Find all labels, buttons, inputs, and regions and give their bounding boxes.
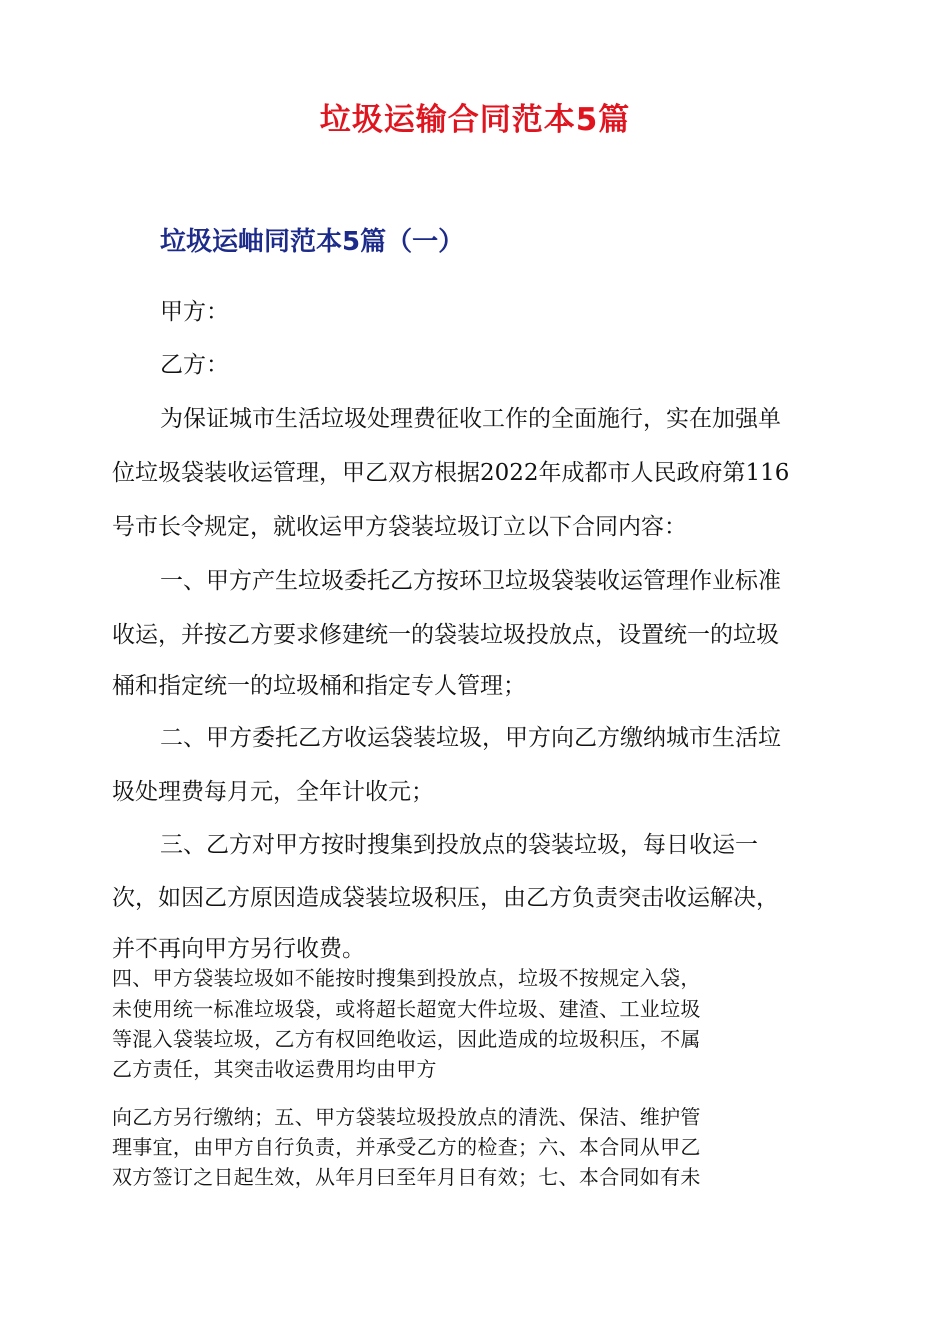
clause-4-line: 四、甲方袋装垃圾如不能按时搜集到投放点，垃圾不按规定入袋， <box>112 966 701 990</box>
clause-4-line: 乙方责任，其突击收运费用均由甲方 <box>112 1057 437 1081</box>
clause-4-line: 未使用统一标准垃圾袋，或将超长超宽大件垃圾、建渣、工业垃圾 <box>112 997 701 1021</box>
clause-2-line: 圾处理费每月元，全年计收元； <box>112 779 434 805</box>
intro-line: 号市长令规定，就收运甲方袋装垃圾订立以下合同内容： <box>112 514 687 540</box>
clause-1-line: 桶和指定统一的垃圾桶和指定专人管理； <box>112 673 526 699</box>
clause-2-line: 二、甲方委托乙方收运袋装垃圾，甲方向乙方缴纳城市生活垃 <box>160 725 781 751</box>
clause-4-line: 等混入袋装垃圾，乙方有权回绝收运，因此造成的垃圾积压，不属 <box>112 1027 701 1051</box>
clause-tail-line: 向乙方另行缴纳；五、甲方袋装垃圾投放点的清洗、保洁、维护管 <box>112 1105 701 1129</box>
party-a-label: 甲方： <box>160 299 229 325</box>
clause-tail-line: 双方签订之日起生效，从年月曰至年月日有效；七、本合同如有未 <box>112 1165 701 1189</box>
clause-1-line: 收运，并按乙方要求修建统一的袋装垃圾投放点，设置统一的垃圾 <box>112 622 779 648</box>
intro-line: 位垃圾袋装收运管理，甲乙双方根据2022年成都市人民政府第116 <box>112 460 790 486</box>
party-b-label: 乙方： <box>160 352 229 378</box>
clause-3-line: 并不再向甲方另行收费。 <box>112 936 365 962</box>
document-title: 垃圾运输合同范本5篇 <box>319 102 631 138</box>
intro-line: 为保证城市生活垃圾处理费征收工作的全面施行，实在加强单 <box>160 406 781 432</box>
section-title: 垃圾运岫同范本5篇（一） <box>160 227 465 257</box>
clause-3-line: 三、乙方对甲方按时搜集到投放点的袋装垃圾，每日收运一 <box>160 832 758 858</box>
clause-1-line: 一、甲方产生垃圾委托乙方按环卫垃圾袋装收运管理作业标准 <box>160 568 781 594</box>
clause-3-line: 次，如因乙方原因造成袋装垃圾积压，由乙方负责突击收运解决， <box>112 885 779 911</box>
clause-tail-line: 理事宜，由甲方自行负责，并承受乙方的检查；六、本合同从甲乙 <box>112 1135 701 1159</box>
